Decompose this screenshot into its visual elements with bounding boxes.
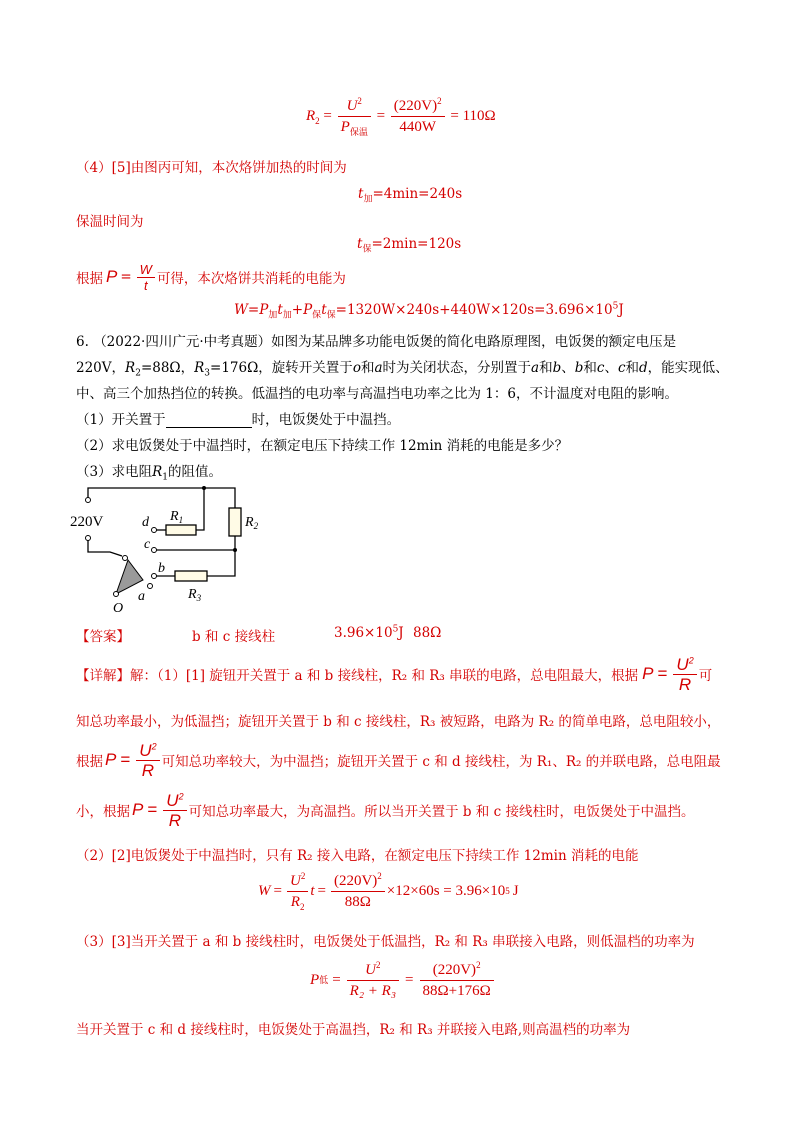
power-low-equation: P 低 = $\frac{U^2}{\text{R₂ + R₃}}$ = $\frac{(220V)^2}{88\Omega+176\Omega}$ — [310, 956, 496, 1004]
detail-line3 — [76, 738, 721, 782]
answer-1: b 和 c 接线柱 — [192, 629, 276, 645]
fraction-w-over-t — [137, 262, 155, 293]
detail-text: 可 — [698, 668, 713, 684]
eq-result: = 110Ω — [450, 107, 496, 124]
q1-text: 时，电饭煲处于中温挡。 — [251, 412, 401, 428]
fraction-voltage-over-power — [391, 96, 445, 137]
line3-pre: 根据 — [76, 271, 103, 287]
eq-sign: = — [323, 107, 332, 124]
stem-text: 220V， — [76, 360, 126, 376]
eq-unit: J — [618, 302, 624, 318]
terminal-top — [86, 498, 91, 503]
fraction-u2-over-r2: $\frac{U^2}{R_2}$ — [287, 871, 308, 912]
detail-part3: （3）[3]当开关置于 a 和 b 接线柱时，电饭煲处于低温挡，R₂ 和 R₃ 串联接入电路，则低温档的功率为 — [76, 934, 695, 950]
stem-text: 和 — [360, 360, 375, 376]
fraction-u2-over-r-sum: $\frac{U^2}{\text{R₂ + R₃}}$ — [347, 960, 399, 1001]
question-part2: （2）求电饭煲处于中温挡时，在额定电压下持续工作 12min 消耗的电能是多少？ — [76, 438, 569, 454]
frac-num: U — [346, 98, 358, 114]
eq-result: =1320W×240s+440W×120s=3.696×10 — [335, 302, 613, 318]
frac-den-sub: 保温 — [349, 127, 368, 137]
formula-eq: = — [120, 269, 132, 285]
junction-dot — [202, 486, 206, 490]
answer-line — [76, 624, 442, 645]
circuit-diagram — [70, 478, 270, 618]
eq-sign: = — [273, 882, 282, 899]
eq-sign: = — [332, 971, 341, 988]
stem-var: d — [639, 360, 648, 376]
contact-b — [152, 574, 157, 579]
t-heat-equation — [358, 186, 463, 205]
detail-text: 可知总功率最大，为高温挡。所以当开关置于 b 和 c 接线柱时，电饭煲处于中温挡。 — [188, 804, 695, 820]
label-b: b — [158, 561, 165, 576]
eq-var: t — [277, 302, 283, 318]
label-a: a — [138, 589, 145, 604]
eq-sign: = — [376, 107, 386, 124]
fraction-u2-over-r: $\frac{U^2}{R}$ — [673, 655, 696, 694]
part4-line2: 保温时间为 — [76, 214, 144, 230]
pivot-terminal — [123, 556, 128, 561]
label-r3: $R_3$ — [188, 587, 202, 603]
fraction-voltage-over-r-sum: $\frac{(220V)^2}{88\Omega+176\Omega}$ — [420, 960, 494, 1001]
stem-text: 、 — [561, 360, 575, 376]
resistor-r2 — [229, 508, 241, 536]
label-r2: $R_2$ — [245, 515, 259, 531]
eq-sup: 5 — [612, 301, 619, 312]
stem-text: 和 — [539, 360, 553, 376]
eq-unit: J — [512, 882, 519, 899]
formula-p: P — [132, 800, 144, 819]
wire-r1-right — [196, 488, 204, 530]
eq-sub: 保 — [312, 310, 322, 321]
frac-num-sup: 2 — [437, 96, 442, 106]
switch-pivot-o — [114, 592, 119, 597]
fraction-u2-over-p — [338, 96, 371, 137]
question-part1 — [76, 408, 400, 428]
label-c: c — [144, 537, 151, 552]
frac-num: W — [137, 262, 155, 278]
question-line1 — [76, 330, 676, 350]
formula-eq: = — [657, 664, 668, 683]
formula-p: P — [106, 267, 118, 286]
energy-equation-2: W = $\frac{U^2}{R_2}$ t = $\frac{(220V)^2}{88\Omega}$ ×12×60s = 3.96×10 5 J — [258, 870, 519, 912]
label-d: d — [142, 515, 149, 530]
stem-text: ，能实现低、 — [647, 360, 729, 376]
stem-var: c — [617, 360, 626, 376]
t-var: t — [357, 236, 363, 252]
wire-top — [88, 488, 235, 508]
eq-sub: 加 — [282, 310, 292, 321]
top-equation — [306, 96, 496, 144]
contact-a — [148, 584, 153, 589]
t-value: =4min=240s — [372, 186, 463, 202]
question-line3: 中、高三个加热挡位的转换。低温挡的电功率与高温挡电功率之比为 1：6，不计温度对电阻的影响。 — [76, 386, 678, 402]
energy-equation — [234, 301, 624, 321]
fraction-voltage-over-r: $\frac{(220V)^2}{88\Omega}$ — [331, 871, 385, 912]
detail-text: 解：（1）[1] 旋钮开关置于 a 和 b 接线柱，R₂ 和 R₃ 串联的电路，总电阻最大，根据 — [130, 668, 639, 684]
line3-post: 可得，本次烙饼共消耗的电能为 — [156, 271, 346, 287]
stem-var: o — [352, 360, 361, 376]
eq-var: P — [303, 302, 313, 318]
eq-result: ×12×60s = 3.96×10 — [386, 882, 506, 899]
detail-text: 可知总功率较大，为中温挡；旋钮开关置于 c 和 d 接线柱，为 R₁、R₂ 的并联电路，总电阻最 — [161, 754, 721, 770]
terminal-bottom — [86, 536, 91, 541]
eq-sub: 保 — [326, 310, 336, 321]
question-stem: 如图为某品牌多功能电饭煲的简化电路原理图，电饭煲的额定电压是 — [271, 334, 677, 350]
question-line2 — [76, 356, 729, 379]
wire-r3-right — [207, 550, 235, 576]
answer-blank[interactable] — [166, 413, 252, 428]
stem-text: =88Ω， — [140, 360, 195, 376]
stem-text: 时为关闭状态，分别置于 — [382, 360, 532, 376]
frac-den: 440W — [399, 119, 437, 135]
eq-var: W — [234, 302, 248, 318]
stem-var: a — [374, 360, 383, 376]
fraction-u2-over-r: $\frac{U^2}{R}$ — [163, 791, 186, 830]
contact-d — [152, 528, 157, 533]
frac-num: (220V) — [393, 98, 438, 114]
eq-plus: + — [291, 302, 304, 318]
eq-sub: 加 — [268, 310, 278, 321]
detail-part2: （2）[2]电饭煲处于中温挡时，只有 R₂ 接入电路，在额定电压下持续工作 12min 消耗的电能 — [76, 848, 639, 864]
t-keep-equation — [357, 236, 462, 255]
eq-var: P — [259, 302, 269, 318]
t-sub: 保 — [362, 244, 372, 255]
contact-c — [152, 548, 157, 553]
fraction-u2-over-r: $\frac{U^2}{R}$ — [136, 741, 159, 780]
formula-eq: = — [147, 800, 158, 819]
t-sub: 加 — [363, 194, 373, 205]
resistor-r3 — [175, 571, 207, 581]
eq-var: t — [321, 302, 327, 318]
eq-lhs: R — [306, 107, 316, 124]
part4-line3 — [76, 260, 346, 294]
part4-line1: （4）[5]由图丙可知，本次烙饼加热的时间为 — [76, 160, 347, 176]
formula-eq: = — [120, 750, 131, 769]
detail-line2: 知总功率最小，为低温挡；旋钮开关置于 b 和 c 接线柱，R₃ 被短路，电路为 R₂ 的简单电路，总电阻较小， — [76, 714, 721, 730]
stem-var: a — [531, 360, 540, 376]
eq-sign: = — [405, 971, 414, 988]
detail-line1 — [76, 652, 712, 696]
eq-lhs-sub: 2 — [315, 115, 320, 126]
t-value: =2min=120s — [371, 236, 462, 252]
junction-dot — [233, 548, 237, 552]
formula-p: P — [105, 750, 117, 769]
stem-sub: 2 — [135, 368, 141, 379]
eq-var: P — [310, 971, 320, 988]
q3-text: 的阻值。 — [168, 464, 222, 480]
detail-text: 根据 — [76, 754, 103, 770]
stem-sub: 3 — [204, 368, 211, 379]
t-var: t — [358, 186, 364, 202]
detail-line4 — [76, 788, 694, 832]
stem-var: R — [194, 360, 205, 376]
label-r1: $R_1$ — [170, 509, 184, 525]
q1-text: （1）开关置于 — [76, 412, 166, 428]
eq-sign: = — [247, 302, 260, 318]
answer-2: $3.96\times 10^5J$ — [334, 624, 404, 641]
frac-num-sup: 2 — [357, 96, 362, 106]
answer-label: 【答案】 — [76, 629, 130, 645]
eq-var: W — [258, 882, 271, 899]
answer-3: 88Ω — [413, 625, 442, 641]
detail-text: 小，根据 — [76, 804, 130, 820]
label-o: O — [113, 601, 124, 616]
formula-p: P — [642, 664, 654, 683]
stem-text: =176Ω，旋转开关置于 — [210, 360, 353, 376]
eq-var: t — [310, 882, 315, 899]
frac-den: t — [143, 277, 148, 293]
stem-text: 、 — [604, 360, 618, 376]
q3-var: R — [152, 464, 163, 480]
stem-var: c — [596, 360, 605, 376]
question-part3 — [76, 460, 222, 483]
question-number: 6. — [76, 334, 89, 350]
stem-var: b — [552, 360, 562, 376]
frac-den: P — [340, 119, 350, 135]
resistor-r1 — [166, 525, 196, 535]
detail-label: 【详解】 — [76, 668, 130, 684]
stem-text: 和 — [625, 360, 640, 376]
stem-var: R — [125, 360, 136, 376]
wire-supply-lower — [88, 540, 122, 556]
label-voltage: 220V — [70, 514, 104, 530]
q3-text: （3）求电阻 — [76, 464, 153, 480]
detail-part4: 当开关置于 c 和 d 接线柱时，电饭煲处于高温挡，R₂ 和 R₃ 并联接入电路,则高温档的功率为 — [76, 1022, 631, 1038]
eq-sign: = — [317, 882, 326, 899]
q3-sub: 1 — [162, 472, 168, 483]
question-source: （2022·四川广元·中考真题） — [93, 334, 272, 350]
stem-var: b — [574, 360, 584, 376]
stem-text: 和 — [583, 360, 597, 376]
